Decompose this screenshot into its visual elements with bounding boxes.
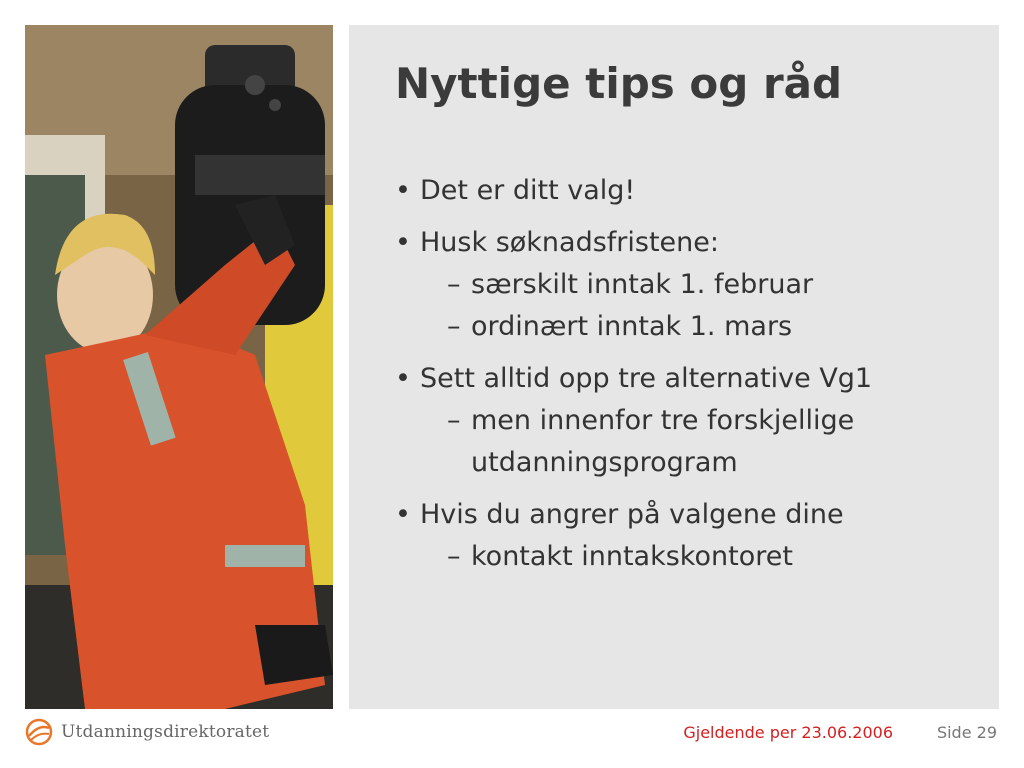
- list-item-text: utdanningsprogram: [471, 447, 738, 478]
- list-item-text: Hvis du angrer på valgene dine: [420, 499, 844, 530]
- worker-photo-illustration: [25, 25, 333, 709]
- footer-date: Gjeldende per 23.06.2006: [683, 723, 893, 742]
- bullet-marker: •: [395, 363, 411, 394]
- content-panel: [349, 25, 999, 709]
- dash-marker: –: [447, 405, 461, 436]
- list-item: [395, 229, 719, 256]
- slide-photo: [25, 25, 333, 709]
- list-item-text: Det er ditt valg!: [420, 175, 636, 206]
- logo-text: Utdanningsdirektoratet: [61, 722, 270, 742]
- list-item: [395, 501, 844, 528]
- list-item-text: ordinært inntak 1. mars: [471, 311, 793, 342]
- slide-title: Nyttige tips og råd: [395, 59, 843, 108]
- bullet-list: [349, 25, 999, 709]
- list-item: [395, 177, 635, 204]
- list-item-text: kontakt inntakskontoret: [471, 541, 793, 572]
- bullet-marker: •: [395, 499, 411, 530]
- list-item-text: Husk søknadsfristene:: [420, 227, 719, 258]
- bullet-marker: •: [395, 175, 411, 206]
- list-item-text: særskilt inntak 1. februar: [471, 269, 814, 300]
- sub-list-item: [447, 543, 793, 570]
- dash-marker: –: [447, 269, 461, 300]
- sub-list-item-continuation: [471, 449, 738, 476]
- sub-list-item: [447, 407, 854, 434]
- list-item-text: men innenfor tre forskjellige: [471, 405, 855, 436]
- udir-logo-icon: [25, 718, 53, 746]
- page-number: Side 29: [936, 723, 997, 742]
- list-item: [395, 365, 872, 392]
- dash-marker: –: [447, 311, 461, 342]
- sub-list-item: [447, 271, 813, 298]
- dash-marker: –: [447, 541, 461, 572]
- sub-list-item: [447, 313, 792, 340]
- footer-logo: [25, 717, 269, 747]
- bullet-marker: •: [395, 227, 411, 258]
- list-item-text: Sett alltid opp tre alternative Vg1: [420, 363, 873, 394]
